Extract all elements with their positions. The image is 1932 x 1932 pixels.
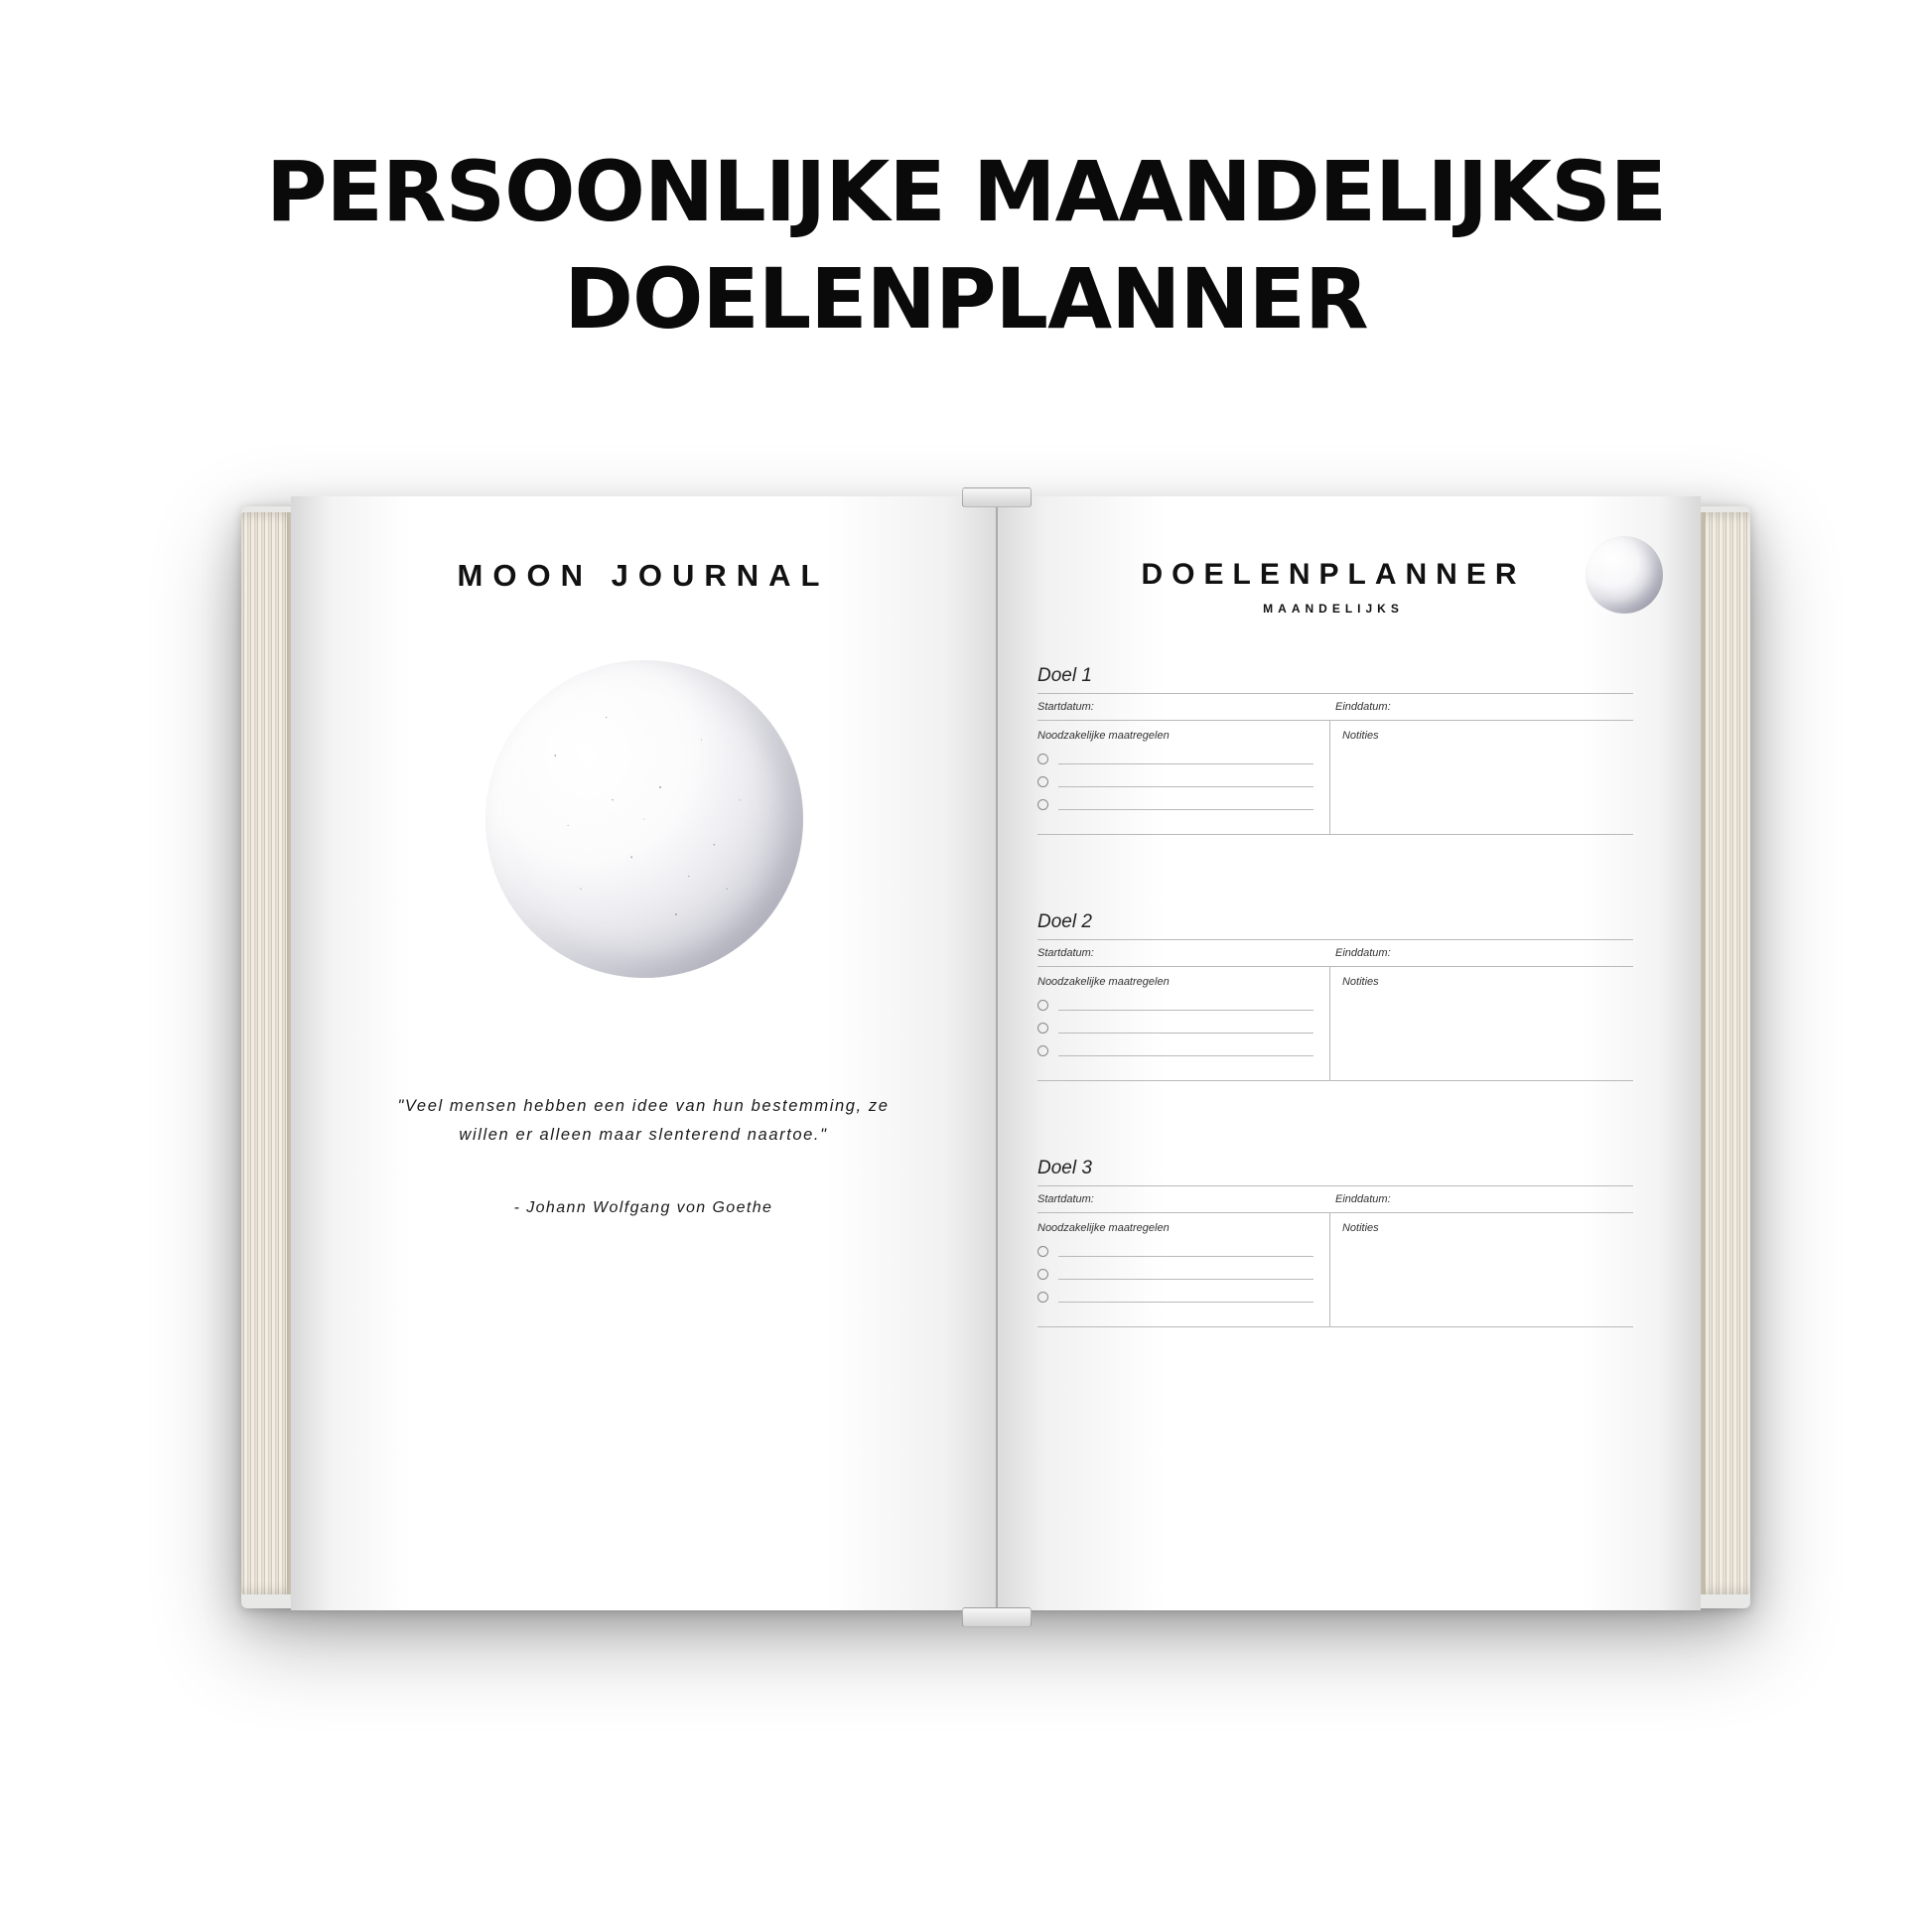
planner-heading xyxy=(1035,558,1631,616)
step-row xyxy=(1037,1000,1329,1011)
page-title-line-1: PERSOONLIJKE MAANDELIJKSE xyxy=(265,143,1666,240)
checkbox-circle-icon[interactable] xyxy=(1037,1045,1048,1056)
step-input-line[interactable] xyxy=(1058,1269,1313,1280)
moon-icon xyxy=(1586,536,1663,614)
startdatum-label[interactable]: Startdatum: xyxy=(1037,701,1094,713)
goal-columns xyxy=(1037,966,1633,1080)
maatregelen-label: Noodzakelijke maatregelen xyxy=(1037,1222,1170,1234)
goal-columns xyxy=(1037,720,1633,834)
book-spine xyxy=(996,496,998,1610)
divider xyxy=(1037,1326,1633,1327)
einddatum-label[interactable]: Einddatum: xyxy=(1335,701,1391,713)
moon-journal-title: MOON JOURNAL xyxy=(457,558,830,593)
step-input-line[interactable] xyxy=(1058,799,1313,810)
step-input-line[interactable] xyxy=(1058,1246,1313,1257)
startdatum-label[interactable]: Startdatum: xyxy=(1037,947,1094,959)
step-row xyxy=(1037,1292,1329,1303)
maatregelen-label: Noodzakelijke maatregelen xyxy=(1037,730,1170,742)
step-input-line[interactable] xyxy=(1058,1292,1313,1303)
checkbox-circle-icon[interactable] xyxy=(1037,1246,1048,1257)
step-input-line[interactable] xyxy=(1058,1000,1313,1011)
left-page xyxy=(291,496,996,1610)
checkbox-circle-icon[interactable] xyxy=(1037,1023,1048,1034)
step-row xyxy=(1037,1269,1329,1280)
step-row xyxy=(1037,1246,1329,1257)
book-clasp-bottom xyxy=(962,1607,1032,1627)
step-input-line[interactable] xyxy=(1058,776,1313,787)
checkbox-circle-icon[interactable] xyxy=(1037,776,1048,787)
divider xyxy=(1037,1080,1633,1081)
right-page xyxy=(996,496,1701,1610)
step-row xyxy=(1037,1045,1329,1056)
notities-label: Notities xyxy=(1341,1222,1379,1234)
checkbox-circle-icon[interactable] xyxy=(1037,799,1048,810)
checkbox-circle-icon[interactable] xyxy=(1037,754,1048,764)
notities-label: Notities xyxy=(1341,976,1379,988)
steps-column xyxy=(1037,1213,1330,1326)
book-clasp-top xyxy=(962,487,1032,507)
einddatum-label[interactable]: Einddatum: xyxy=(1335,1193,1391,1205)
goal-title: Doel 1 xyxy=(1037,665,1092,686)
goal-block-1 xyxy=(1037,665,1633,835)
startdatum-label[interactable]: Startdatum: xyxy=(1037,1193,1094,1205)
planner-subtitle: MAANDELIJKS xyxy=(1263,602,1404,616)
step-input-line[interactable] xyxy=(1058,1045,1313,1056)
goal-dates-row xyxy=(1037,694,1633,720)
step-row xyxy=(1037,799,1329,810)
checkbox-circle-icon[interactable] xyxy=(1037,1000,1048,1011)
maatregelen-label: Noodzakelijke maatregelen xyxy=(1037,976,1170,988)
steps-column xyxy=(1037,721,1330,834)
goal-columns xyxy=(1037,1212,1633,1326)
quote-author: - Johann Wolfgang von Goethe xyxy=(513,1199,773,1216)
divider xyxy=(1037,834,1633,835)
goal-dates-row xyxy=(1037,1186,1633,1212)
notes-column[interactable] xyxy=(1330,1213,1633,1326)
notes-column[interactable] xyxy=(1330,721,1633,834)
moon-illustration-icon xyxy=(485,660,803,978)
steps-column xyxy=(1037,967,1330,1080)
open-book-mockup xyxy=(241,496,1750,1618)
checkbox-circle-icon[interactable] xyxy=(1037,1269,1048,1280)
notes-column[interactable] xyxy=(1330,967,1633,1080)
goal-title: Doel 3 xyxy=(1037,1158,1092,1178)
step-input-line[interactable] xyxy=(1058,1023,1313,1034)
quote-text: "Veel mensen hebben een idee van hun bestemming, ze willen er alleen maar slenterend naartoe." xyxy=(397,1097,890,1144)
page-title-line-2: DOELENPLANNER xyxy=(564,249,1368,347)
step-row xyxy=(1037,776,1329,787)
step-row xyxy=(1037,1023,1329,1034)
goal-block-2 xyxy=(1037,911,1633,1081)
planner-title: DOELENPLANNER xyxy=(1141,558,1526,591)
notities-label: Notities xyxy=(1341,730,1379,742)
einddatum-label[interactable]: Einddatum: xyxy=(1335,947,1391,959)
goal-dates-row xyxy=(1037,940,1633,966)
checkbox-circle-icon[interactable] xyxy=(1037,1292,1048,1303)
step-row xyxy=(1037,754,1329,764)
goal-block-3 xyxy=(1037,1158,1633,1327)
step-input-line[interactable] xyxy=(1058,754,1313,764)
goal-title: Doel 2 xyxy=(1037,911,1092,932)
page-title xyxy=(0,139,1932,352)
